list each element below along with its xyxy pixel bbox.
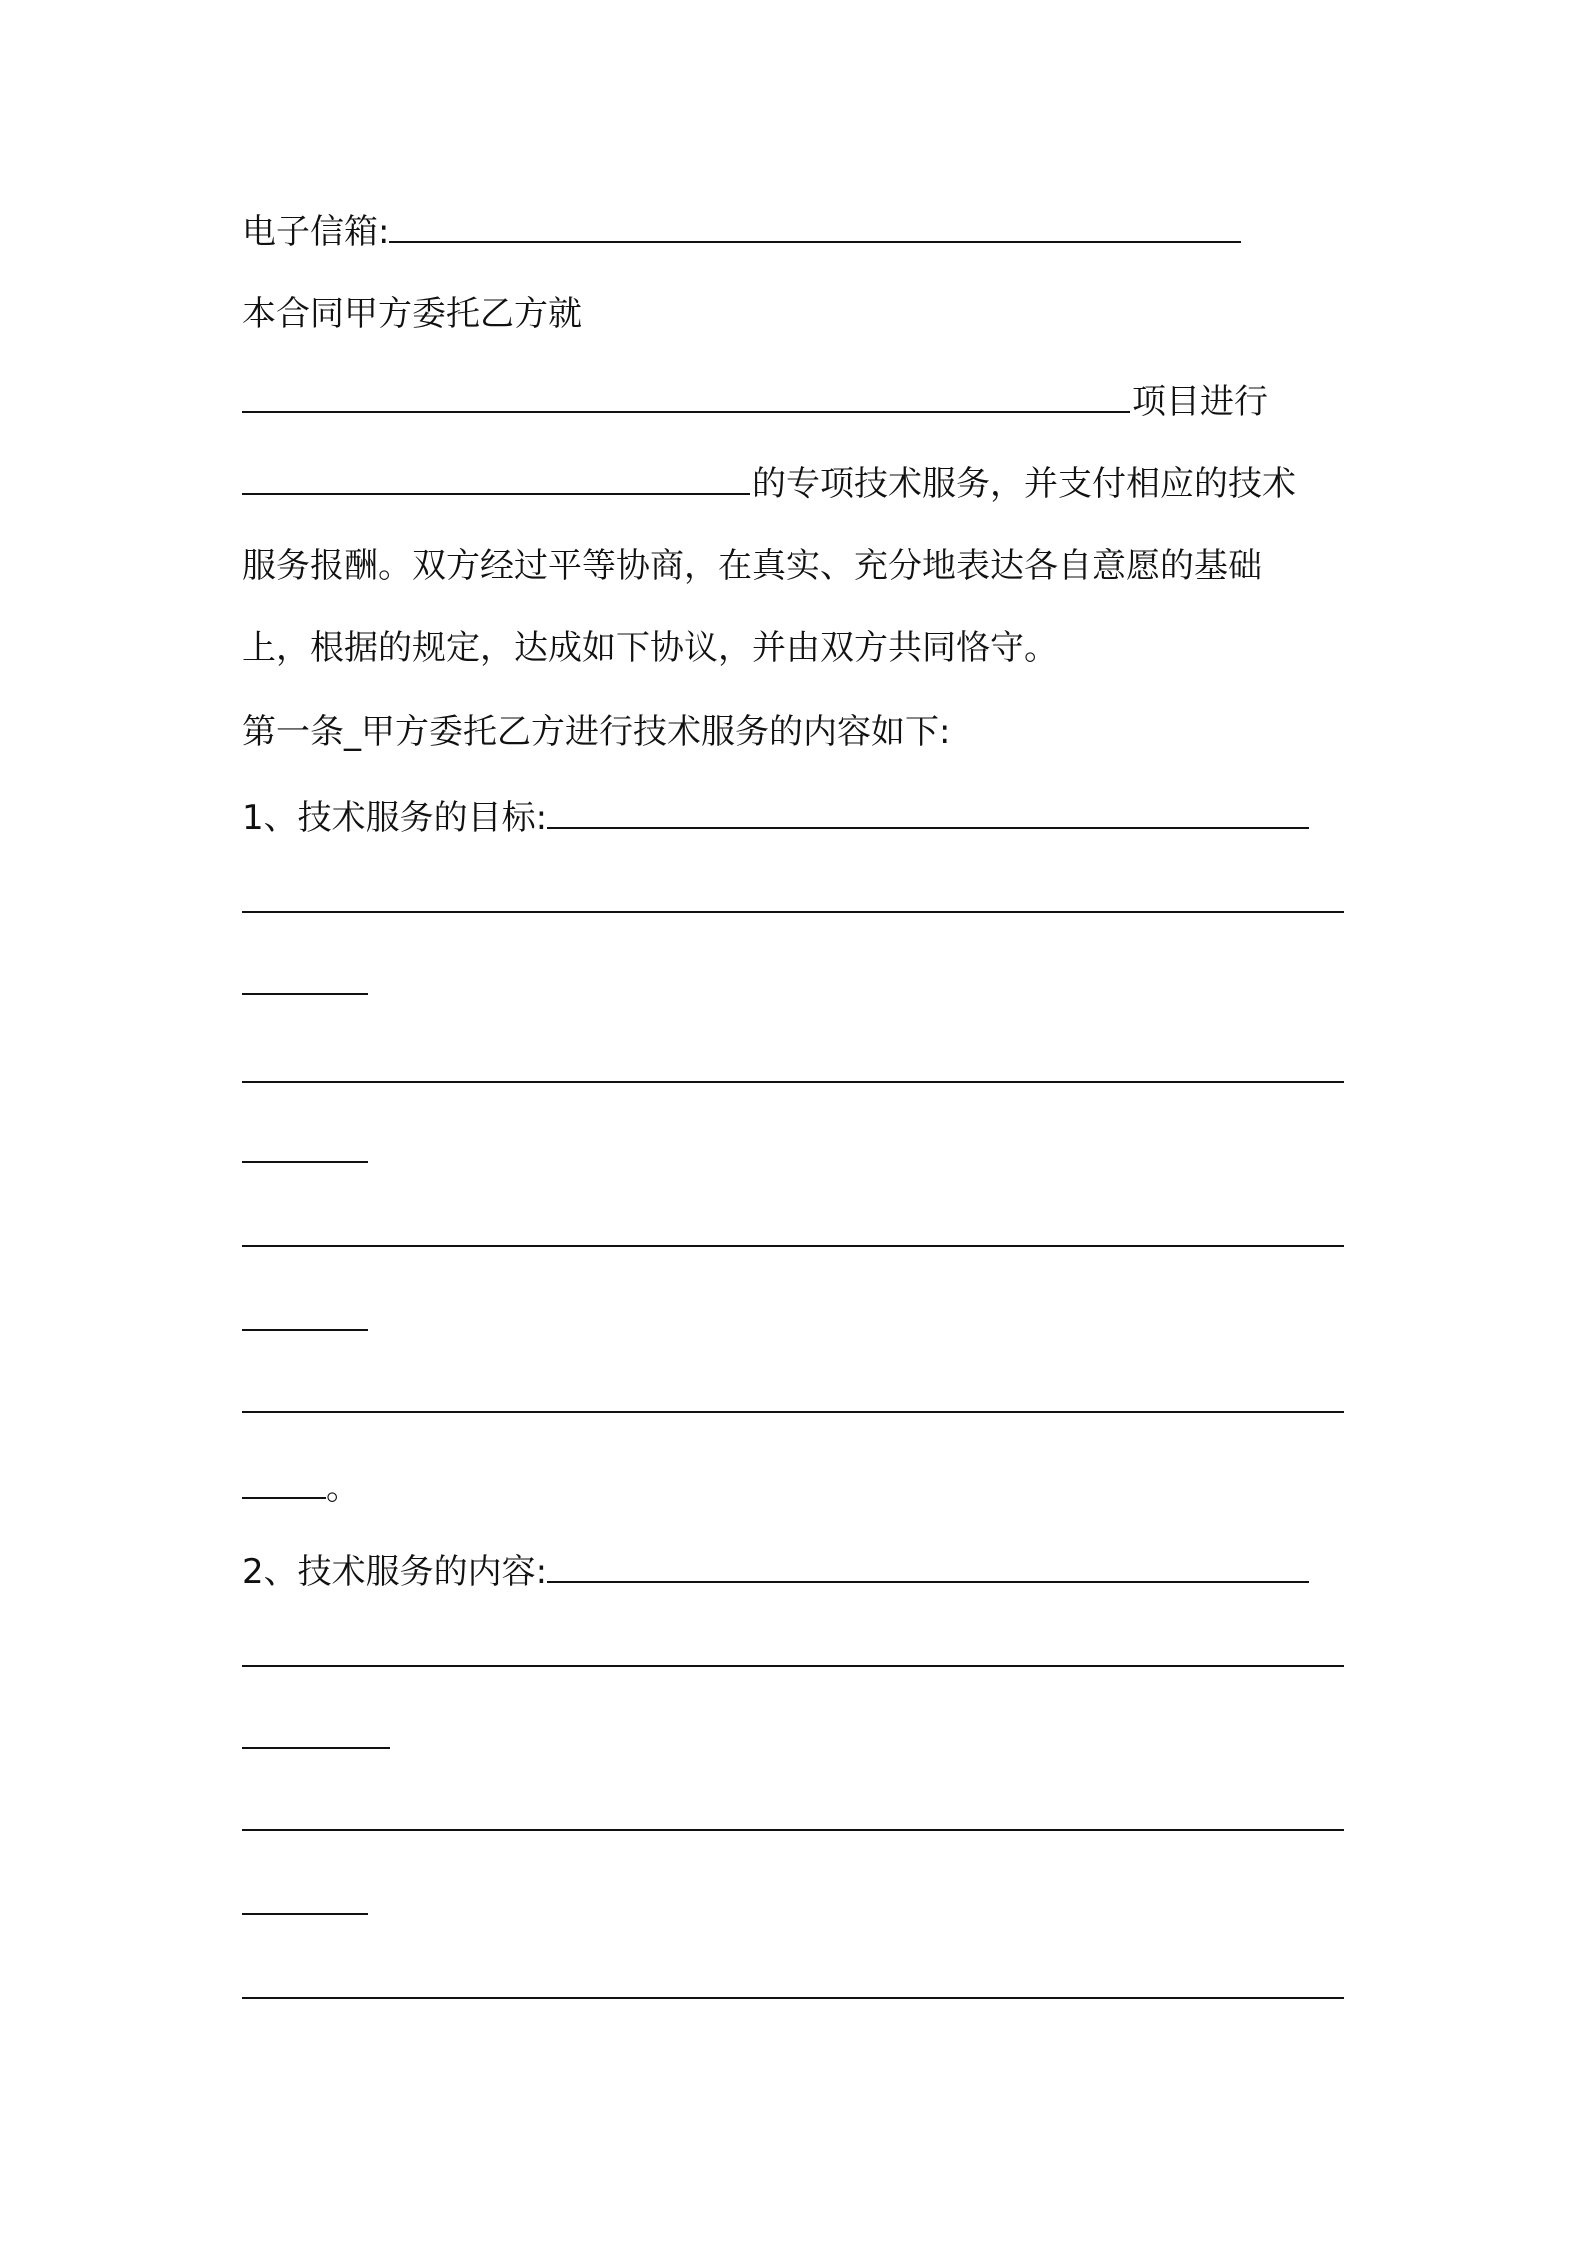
item-2-blank-row — [242, 1966, 1372, 2010]
paragraph-text-2: 上，根据的规定，达成如下协议，并由双方共同恪守。 — [242, 628, 1058, 668]
email-line — [242, 210, 1372, 254]
intro-text: 本合同甲方委托乙方就 — [242, 294, 582, 334]
item-1-full-blank — [242, 881, 1344, 913]
article-1-heading — [242, 710, 1372, 754]
item-1-full-blank — [242, 1381, 1344, 1413]
item-2-blank-row — [242, 1716, 1372, 1760]
item-1-blank-row — [242, 962, 1372, 1006]
item-2-label: 2、技术服务的内容: — [242, 1552, 548, 1592]
project-name-blank — [242, 381, 1130, 413]
item-1-blank-row — [242, 1050, 1372, 1094]
item-2-line — [242, 1550, 1372, 1594]
item-1-blank-row — [242, 1380, 1372, 1424]
item-1-full-blank — [242, 1215, 1344, 1247]
paragraph-line-2 — [242, 626, 1372, 670]
item-1-short-blank — [242, 1131, 368, 1163]
item-2-full-blank — [242, 1967, 1344, 1999]
project-suffix-text: 项目进行 — [1132, 382, 1268, 422]
email-blank — [389, 211, 1241, 243]
service-line-text: 的专项技术服务，并支付相应的技术 — [752, 464, 1296, 504]
article-1-heading-text: 第一条_甲方委托乙方进行技术服务的内容如下: — [242, 712, 951, 752]
service-line — [242, 462, 1372, 506]
item-2-short-blank — [242, 1717, 390, 1749]
item-2-full-blank — [242, 1635, 1344, 1667]
item-2-blank — [547, 1551, 1309, 1583]
email-label: 电子信箱: — [242, 212, 390, 252]
item-2-full-blank — [242, 1799, 1344, 1831]
item-1-blank-row — [242, 1214, 1372, 1258]
item-1-blank-row — [242, 880, 1372, 924]
project-line — [242, 380, 1372, 424]
item-2-short-blank — [242, 1883, 368, 1915]
item-1-short-blank — [242, 963, 368, 995]
item-2-blank-row — [242, 1634, 1372, 1678]
item-1-short-blank — [242, 1299, 368, 1331]
item-1-blank-row — [242, 1130, 1372, 1174]
service-type-blank — [242, 463, 750, 495]
item-1-label: 1、技术服务的目标: — [242, 798, 548, 838]
intro-line — [242, 292, 1372, 336]
paragraph-line-1 — [242, 544, 1372, 588]
item-1-blank-row — [242, 1466, 1372, 1510]
item-2-blank-row — [242, 1882, 1372, 1926]
item-1-end-mark: 。 — [326, 1468, 360, 1508]
item-2-blank-row — [242, 1798, 1372, 1842]
item-1-short-blank — [242, 1467, 326, 1499]
item-1-blank-row — [242, 1298, 1372, 1342]
paragraph-text-1: 服务报酬。双方经过平等协商，在真实、充分地表达各自意愿的基础 — [242, 546, 1262, 586]
item-1-blank — [547, 797, 1309, 829]
item-1-full-blank — [242, 1051, 1344, 1083]
item-1-line — [242, 796, 1372, 840]
